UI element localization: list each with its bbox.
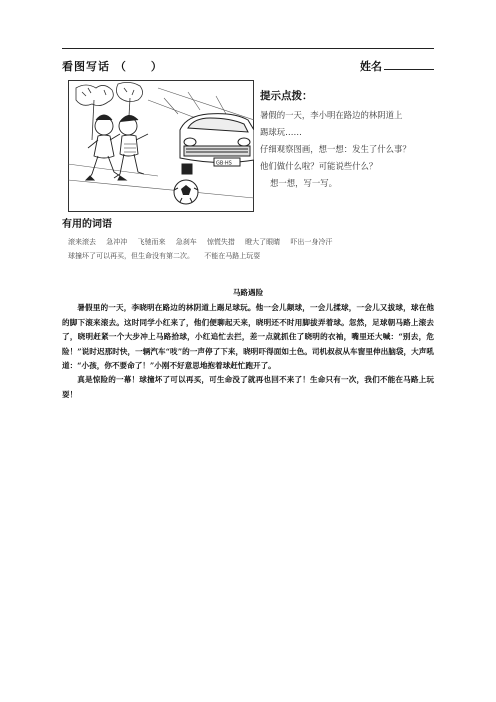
name-label: 姓名 [360,60,382,73]
scene-illustration [68,80,254,212]
license-plate: GB·HS [216,160,232,167]
top-rule [62,48,434,49]
worksheet-header [62,58,434,76]
word-item: 惊慌失措 [206,238,235,246]
name-field[interactable] [360,58,434,74]
sample-essay [62,286,434,402]
essay-paragraph: 真是惊险的一幕！球撞坏了可以再买，可生命没了就再也回不来了！生命只有一次，我们不能在马路上玩耍！ [62,375,434,399]
word-item: 滚来滚去 [68,238,96,246]
word-item: 吓出一身冷汗 [290,238,333,246]
word-item: 飞驰而来 [137,238,166,246]
soccer-ball-icon [174,180,198,204]
word-item: 瞪大了眼睛 [245,238,281,246]
tips-title: 提示点拨： [260,90,313,102]
phrase-item: 球撞坏了可以再买，但生命没有第二次。 [68,252,194,260]
phrase-item: 不能在马路上玩耍 [204,252,261,260]
tips-line: 他们做什么啦？可能说些什么？ [260,161,378,171]
word-item: 急刹车 [175,238,197,246]
tips-line: 仔细观察图画，想一想：发生了什么事？ [260,144,411,154]
tips-panel [260,88,440,192]
tips-line: 暑假的一天，李小明在路边的林阴道上 [260,110,403,120]
name-blank-line[interactable] [384,58,434,70]
essay-title: 马路遇险 [232,288,264,297]
worksheet-title: 看图写话 （ ） [62,60,163,73]
useful-words-list [68,235,428,263]
word-item: 急冲冲 [106,238,128,246]
tips-line: 想一想，写一写。 [270,178,337,188]
tips-line: 踢球玩…… [260,127,302,137]
useful-words-title: 有用的词语 [62,219,112,230]
essay-paragraph: 暑假里的一天，李晓明在路边的林阴道上踢足球玩。他一会儿颠球，一会儿揉球，一会儿又拔球，球在他的脚下滚来滚去。这时同学小红来了，他们便聊起天来，晓明还不时用脚拔弄着球。忽然，足球朝马路上滚去了，晓明赶紧一个大步冲上马路拾球，小红追忙去拦，差一点就抓住了晓明的衣袖，嘴里还大喊：“别去，危险！”说时迟那时快，一辆汽车“吱”的一声停了下来，晓明吓得面如土色。司机叔叔从车窗里伸出脑袋，大声吼道：“小孩，你不要命了！”小刚不好意思地抱着球赶忙跑开了。 [62,303,434,371]
